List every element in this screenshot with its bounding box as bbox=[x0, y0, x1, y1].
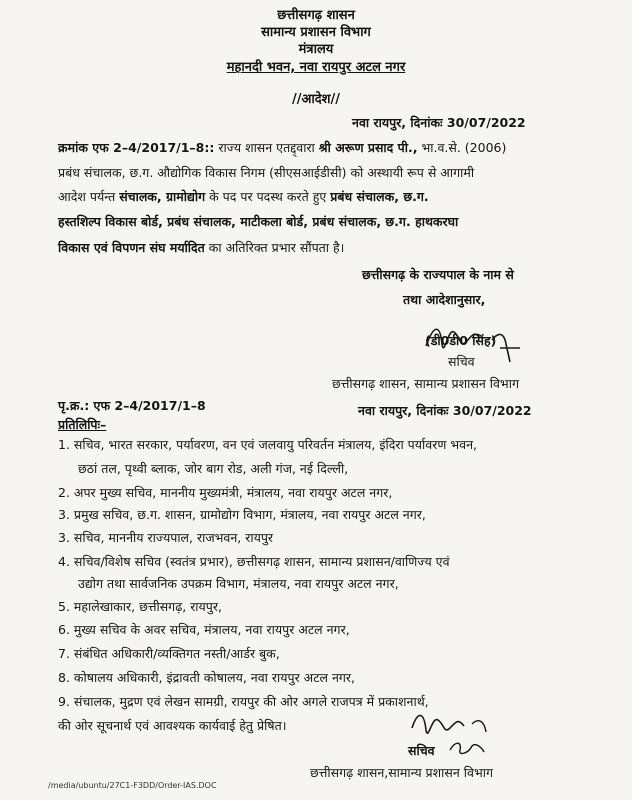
para-line-3 bbox=[58, 189, 429, 204]
header-ministry: मंत्रालय bbox=[298, 42, 334, 57]
para-line-1 bbox=[58, 140, 506, 155]
header-state-govt: छत्तीसगढ़ शासन bbox=[277, 8, 355, 23]
authority-line-1: छत्तीसगढ़ के राज्यपाल के नाम से bbox=[362, 267, 514, 282]
copy-item: छठां तल, पृथ्वी ब्लाक, जोर बाग रोड, अली गंज, नई दिल्ली, bbox=[78, 461, 349, 476]
para-text: राज्य शासन एतद्द्वारा bbox=[214, 140, 319, 155]
copy-item: 3. प्रमुख सचिव, छ.ग. शासन, ग्रामोद्योग विभाग, मंत्रालय, नवा रायपुर अटल नगर, bbox=[58, 507, 426, 522]
additional-post: प्रबंध संचालक, छ.ग. bbox=[330, 189, 429, 204]
para-text: आदेश पर्यन्त bbox=[58, 189, 120, 204]
officer-name: श्री अरूण प्रसाद पी., bbox=[318, 140, 418, 155]
para-line-4: हस्तशिल्प विकास बोर्ड, प्रबंध संचालक, माटीकला बोर्ड, प्रबंध संचालक, छ.ग. हाथकरघा bbox=[58, 214, 459, 229]
post-title: संचालक, ग्रामोद्योग bbox=[119, 189, 206, 204]
footer-department: छत्तीसगढ़ शासन,सामान्य प्रशासन विभाग bbox=[310, 765, 494, 780]
copy-item: 9. संचालक, मुद्रण एवं लेखन सामग्री, रायपुर की ओर अगले राजपत्र में प्रकाशनार्थ, bbox=[58, 694, 429, 709]
signature-date-mark bbox=[448, 738, 488, 758]
footer-designation: सचिव bbox=[408, 743, 435, 758]
para-text: का अतिरिक्त प्रभार सौंपता है। bbox=[204, 240, 345, 255]
order-title: //आदेश// bbox=[291, 92, 341, 107]
order-number: क्रमांक एफ 2–4/2017/1–8:: bbox=[58, 140, 215, 155]
copy-heading: प्रतिलिपिः– bbox=[58, 417, 107, 432]
copy-item: 6. मुख्य सचिव के अवर सचिव, मंत्रालय, नवा रायपुर अटल नगर, bbox=[58, 622, 350, 637]
copy-item: उद्योग तथा सार्वजनिक उपक्रम विभाग, मंत्रालय, नवा रायपुर अटल नगर, bbox=[78, 576, 399, 591]
copy-item: 7. संबंधित अधिकारी/व्यक्तिगत नस्ती/आर्डर बुक, bbox=[58, 646, 280, 661]
file-path: /media/ubuntu/27C1-F3DD/Order-IAS.DOC bbox=[48, 781, 217, 790]
endorsement-ref: पृ.क्र.: एफ 2–4/2017/1–8 bbox=[58, 398, 206, 413]
para-line-5 bbox=[58, 240, 344, 255]
header-address: महानदी भवन, नवा रायपुर अटल नगर bbox=[226, 60, 406, 75]
copy-item: 8. कोषालय अधिकारी, इंद्रावती कोषालय, नवा रायपुर अटल नगर, bbox=[58, 670, 356, 685]
copy-item: 1. सचिव, भारत सरकार, पर्यावरण, वन एवं जलवायु परिवर्तन मंत्रालय, इंदिरा पर्यावरण भवन, bbox=[58, 437, 477, 452]
authority-line-2: तथा आदेशानुसार, bbox=[403, 292, 486, 307]
copy-item: की ओर सूचनार्थ एवं आवश्यक कार्यवाई हेतु प्रेषित। bbox=[58, 718, 287, 733]
para-text: भा.व.से. (2006) bbox=[417, 140, 507, 155]
endorsement-date: नवा रायपुर, दिनांकः 30/07/2022 bbox=[358, 403, 532, 418]
signatory-designation: सचिव bbox=[448, 354, 475, 369]
copy-item: 3. सचिव, माननीय राज्यपाल, राजभवन, रायपुर bbox=[58, 530, 274, 545]
header-department: सामान्य प्रशासन विभाग bbox=[261, 25, 371, 40]
additional-post: विकास एवं विपणन संघ मर्यादित bbox=[58, 240, 205, 255]
copy-item: 2. अपर मुख्य सचिव, माननीय मुख्यमंत्री, मंत्रालय, नवा रायपुर अटल नगर, bbox=[58, 485, 393, 500]
para-text: के पद पर पदस्थ करते हुए bbox=[205, 189, 331, 204]
copy-item: 5. महालेखाकार, छत्तीसगढ़, रायपुर, bbox=[58, 599, 222, 614]
signatory-name: (डी0डी0 सिंह) bbox=[425, 333, 497, 348]
para-line-2: प्रबंध संचालक, छ.ग. औद्योगिक विकास निगम (सीएसआईडीसी) को अस्थायी रूप से आगामी bbox=[58, 165, 475, 180]
copy-item: 4. सचिव/विशेष सचिव (स्वतंत्र प्रभार), छत्तीसगढ़ शासन, सामान्य प्रशासन/वाणिज्य एवं bbox=[58, 554, 450, 569]
signatory-department: छत्तीसगढ़ शासन, सामान्य प्रशासन विभाग bbox=[332, 376, 519, 391]
order-date: नवा रायपुर, दिनांकः 30/07/2022 bbox=[352, 115, 526, 130]
